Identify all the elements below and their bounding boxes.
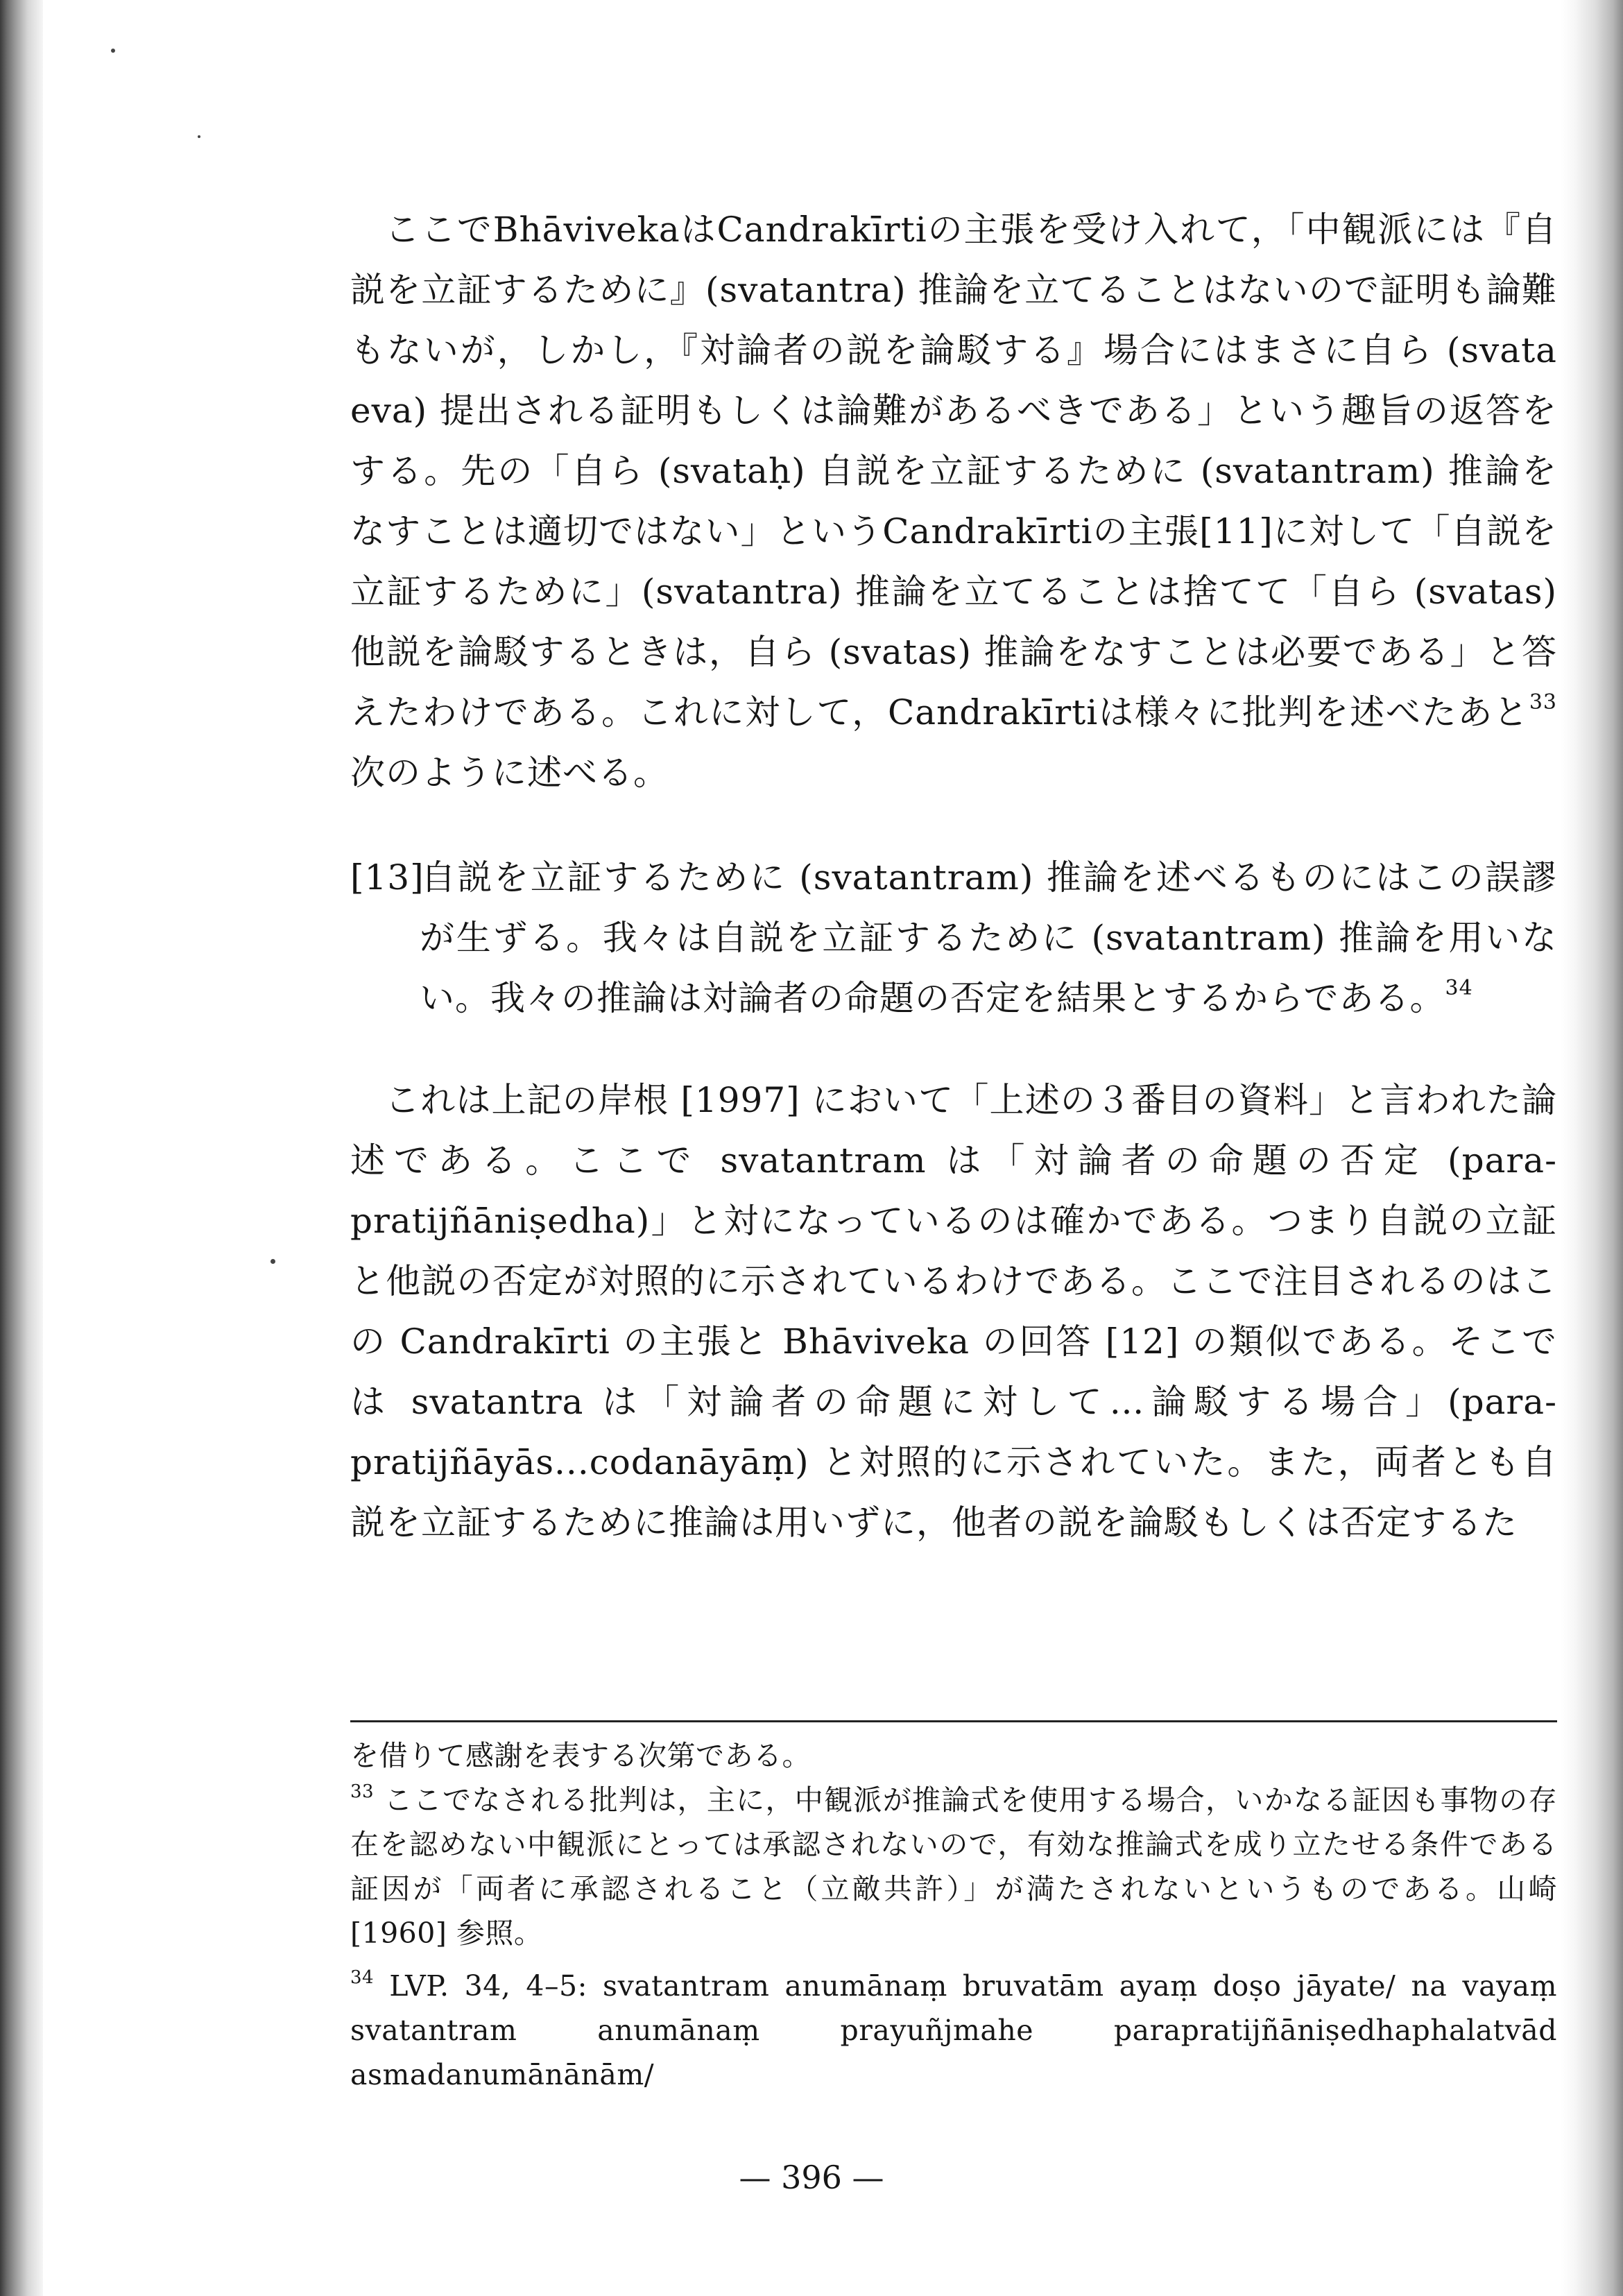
scan-speck <box>270 1259 275 1264</box>
footnote-34 <box>350 1964 1557 2097</box>
page-number: — 396 — <box>739 2159 884 2196</box>
scan-edge-right <box>1561 0 1623 2296</box>
footnote-33-text: ここでなされる批判は，主に，中観派が推論式を使用する場合，いかなる証因も事物の存在を認めない中観派にとっては承認されないので，有効な推論式を成り立たせる条件である証因が「両者に承認されること（立敵共許）」が満たされないというものである。山崎 [1960] 参照。 <box>350 1783 1557 1950</box>
footnote-ref-33: 33 <box>1529 690 1557 714</box>
paragraph-1 <box>350 200 1557 803</box>
footnote-34-text: LVP. 34, 4–5: svatantram anumānaṃ bruvatām ayaṃ doṣo jāyate/ na vayaṃ svatantram anumānaṃ prayuñjmahe parapratijñāniṣedhaphalatvād asmadanumānānām/ <box>350 1969 1557 2091</box>
scan-edge-left <box>0 0 43 2296</box>
scan-speck <box>198 135 200 138</box>
footnote-33 <box>350 1778 1557 1955</box>
quote-number: [13] <box>350 857 424 898</box>
footnote-ref-34: 34 <box>1445 976 1473 1000</box>
footnotes <box>350 1720 1557 2097</box>
paragraph-1-end: 次のように述べる。 <box>350 753 669 793</box>
paragraph-1-text: ここでBhāvivekaはCandrakīrtiの主張を受け入れて，「中観派には『自説を立証するために』(svatantra) 推論を立てることはないので証明も論難もないが，しかし，『対論者の説を論駁する』場合にはまさに自ら (svata eva) 提出される証明もしくは論難があるべきである」という趣旨の返答をする。先の「自ら (svataḥ) 自説を立証するために (svatantram) 推論をなすことは適切ではない」というCandrakīrtiの主張[11]に対して「自説を立証するために」(svatantra) 推論を立てることは捨てて「自ら (svatas) 他説を論駁するときは，自ら (svatas) 推論をなすことは必要である」と答えたわけである。これに対して，Candrakīrtiは様々に批判を述べたあと <box>350 209 1557 733</box>
scan-speck <box>111 49 115 53</box>
paragraph-2: これは上記の岸根 [1997] において「上述の３番目の資料」と言われた論述である。ここで svatantram は「対論者の命題の否定 (para-pratijñāniṣedha)」と対になっているのは確かである。つまり自説の立証と他説の否定が対照的に示されているわけである。ここで注目されるのはこの Candrakīrti の主張と Bhāviveka の回答 [12] の類似である。そこでは svatantra は「対論者の命題に対して…論駁する場合」(para-pratijñāyās...codanāyāṃ) と対照的に示されていた。また，両者とも自説を立証するために推論は用いずに，他者の説を論駁もしくは否定するた <box>350 1080 1557 1543</box>
quote-text: 自説を立証するために (svatantram) 推論を述べるものにはこの誤謬が生ずる。我々は自説を立証するために (svatantram) 推論を用いない。我々の推論は対論者の命題の否定を結果とするからである。 <box>420 857 1557 1018</box>
main-text <box>350 200 1557 1553</box>
footnote-34-number: 34 <box>350 1967 375 1988</box>
footnote-rule <box>350 1720 1557 1722</box>
block-quote-13 <box>350 848 1557 1029</box>
footnote-33-number: 33 <box>350 1781 375 1802</box>
footnote-continued: を借りて感謝を表する次第である。 <box>350 1739 811 1772</box>
